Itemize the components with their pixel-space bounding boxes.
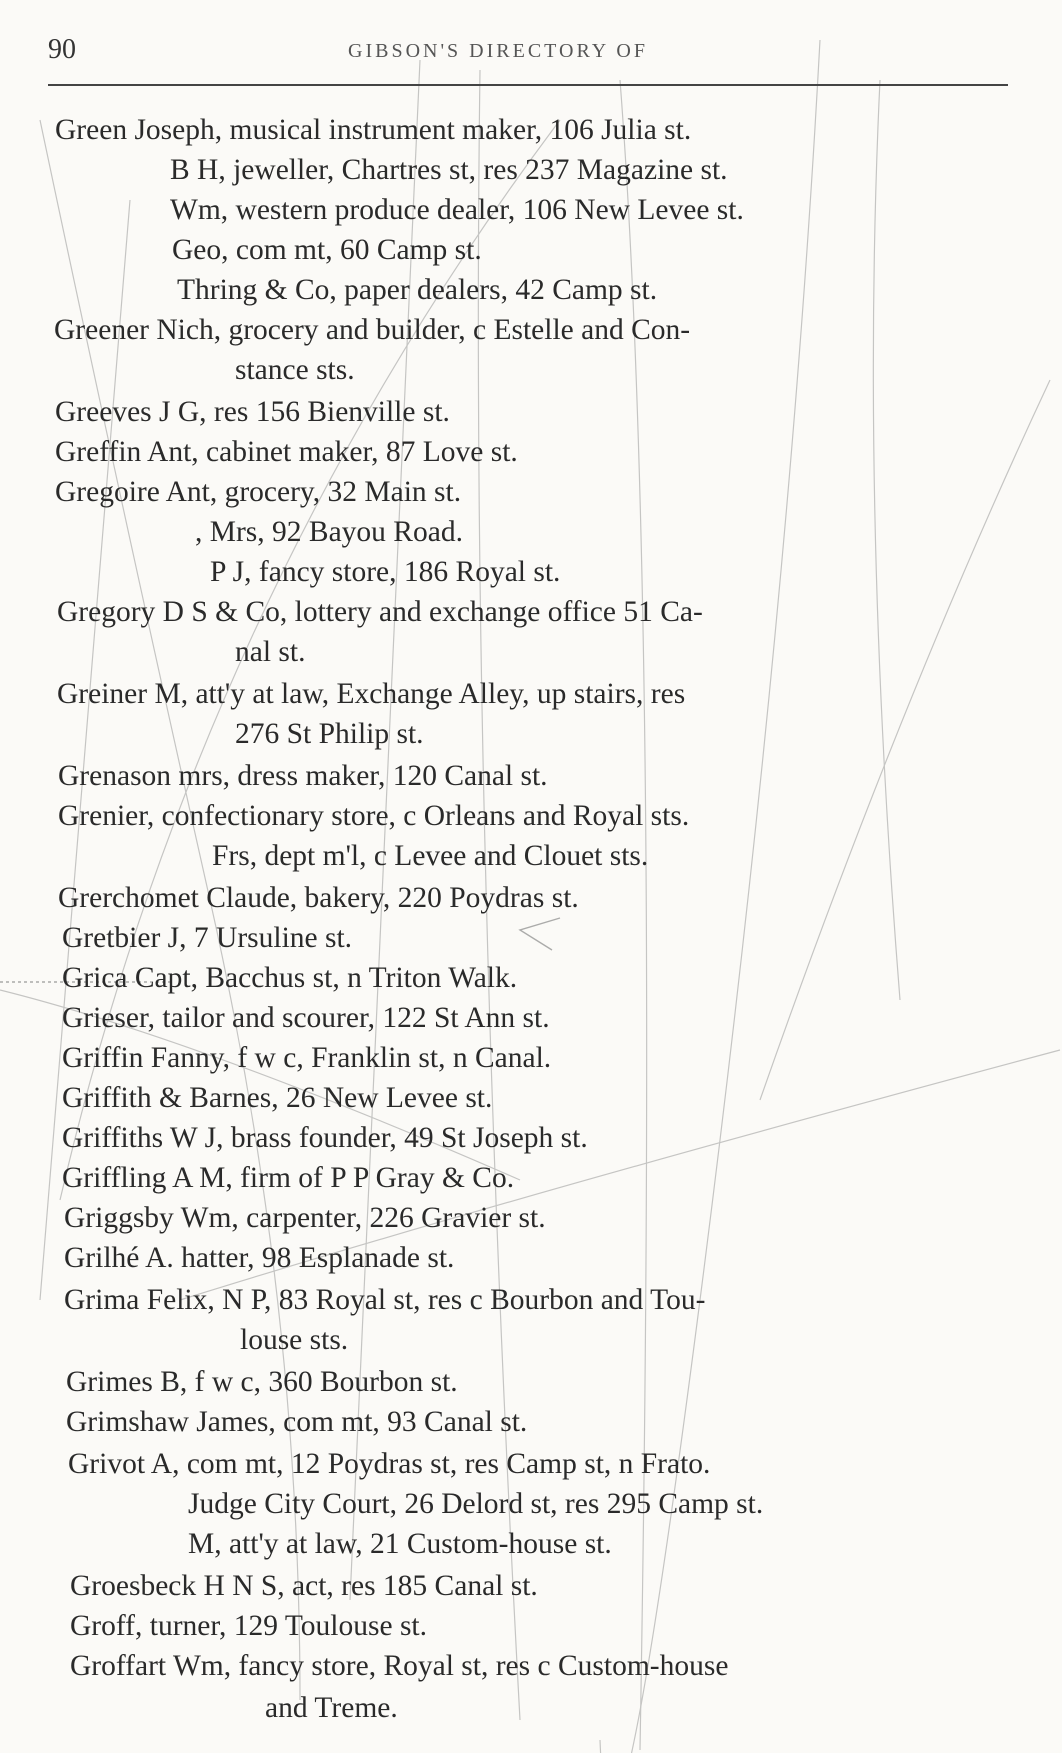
directory-entry: Grica Capt, Bacchus st, n Triton Walk. <box>62 962 518 994</box>
directory-entry: Grimshaw James, com mt, 93 Canal st. <box>66 1406 528 1438</box>
directory-entry: Grenier, confectionary store, c Orleans and Royal sts. <box>58 800 690 832</box>
directory-entry: Gregory D S & Co, lottery and exchange office 51 Ca- <box>57 596 703 628</box>
directory-entry: Gregoire Ant, grocery, 32 Main st. <box>55 476 462 508</box>
directory-entry: Griffith & Barnes, 26 New Levee st. <box>62 1082 493 1114</box>
directory-entry: 276 St Philip st. <box>235 718 424 750</box>
directory-entry: Groff, turner, 129 Toulouse st. <box>70 1610 427 1642</box>
directory-entry: Greiner M, att'y at law, Exchange Alley, up stairs, res <box>57 678 686 710</box>
directory-entry: and Treme. <box>265 1692 398 1724</box>
directory-entry: M, att'y at law, 21 Custom-house st. <box>188 1528 612 1560</box>
directory-entry: Griggsby Wm, carpenter, 226 Gravier st. <box>64 1202 546 1234</box>
directory-entry: Gretbier J, 7 Ursuline st. <box>62 922 353 954</box>
directory-entry: Grieser, tailor and scourer, 122 St Ann st. <box>62 1002 550 1034</box>
page-number: 90 <box>48 34 76 65</box>
directory-entry: Groesbeck H N S, act, res 185 Canal st. <box>70 1570 538 1602</box>
directory-entry: Greffin Ant, cabinet maker, 87 Love st. <box>55 436 518 468</box>
directory-entry: , Mrs, 92 Bayou Road. <box>195 516 463 548</box>
directory-entry: louse sts. <box>240 1324 349 1356</box>
directory-entry: Frs, dept m'l, c Levee and Clouet sts. <box>212 840 649 872</box>
directory-entry: Grima Felix, N P, 83 Royal st, res c Bourbon and Tou- <box>64 1284 706 1316</box>
directory-entry: Judge City Court, 26 Delord st, res 295 Camp st. <box>188 1488 764 1520</box>
directory-entry: Grimes B, f w c, 360 Bourbon st. <box>66 1366 458 1398</box>
directory-entry: Geo, com mt, 60 Camp st. <box>172 234 482 266</box>
directory-entry: Grilhé A. hatter, 98 Esplanade st. <box>64 1242 455 1274</box>
running-title: GIBSON'S DIRECTORY OF <box>348 40 648 62</box>
directory-entry: Grenason mrs, dress maker, 120 Canal st. <box>58 760 548 792</box>
header-rule <box>48 84 1008 86</box>
directory-entry: Griffling A M, firm of P P Gray & Co. <box>62 1162 515 1194</box>
directory-entry: Griffiths W J, brass founder, 49 St Joseph st. <box>62 1122 588 1154</box>
directory-entry: Green Joseph, musical instrument maker, 106 Julia st. <box>55 114 692 146</box>
directory-entry: Grivot A, com mt, 12 Poydras st, res Camp st, n Frato. <box>68 1448 711 1480</box>
directory-entry: Greeves J G, res 156 Bienville st. <box>55 396 450 428</box>
directory-entry: P J, fancy store, 186 Royal st. <box>210 556 561 588</box>
directory-entry: stance sts. <box>235 354 355 386</box>
directory-entry: Grerchomet Claude, bakery, 220 Poydras st. <box>58 882 579 914</box>
directory-entry: Thring & Co, paper dealers, 42 Camp st. <box>177 274 658 306</box>
directory-entry: Groffart Wm, fancy store, Royal st, res c Custom-house <box>70 1650 729 1682</box>
directory-entry: B H, jeweller, Chartres st, res 237 Magazine st. <box>170 154 728 186</box>
page-header <box>48 30 1008 70</box>
directory-entry: Griffin Fanny, f w c, Franklin st, n Canal. <box>62 1042 552 1074</box>
directory-entry: Wm, western produce dealer, 106 New Levee st. <box>170 194 744 226</box>
directory-entry: nal st. <box>235 636 306 668</box>
directory-entry: Greener Nich, grocery and builder, c Estelle and Con- <box>54 314 691 346</box>
